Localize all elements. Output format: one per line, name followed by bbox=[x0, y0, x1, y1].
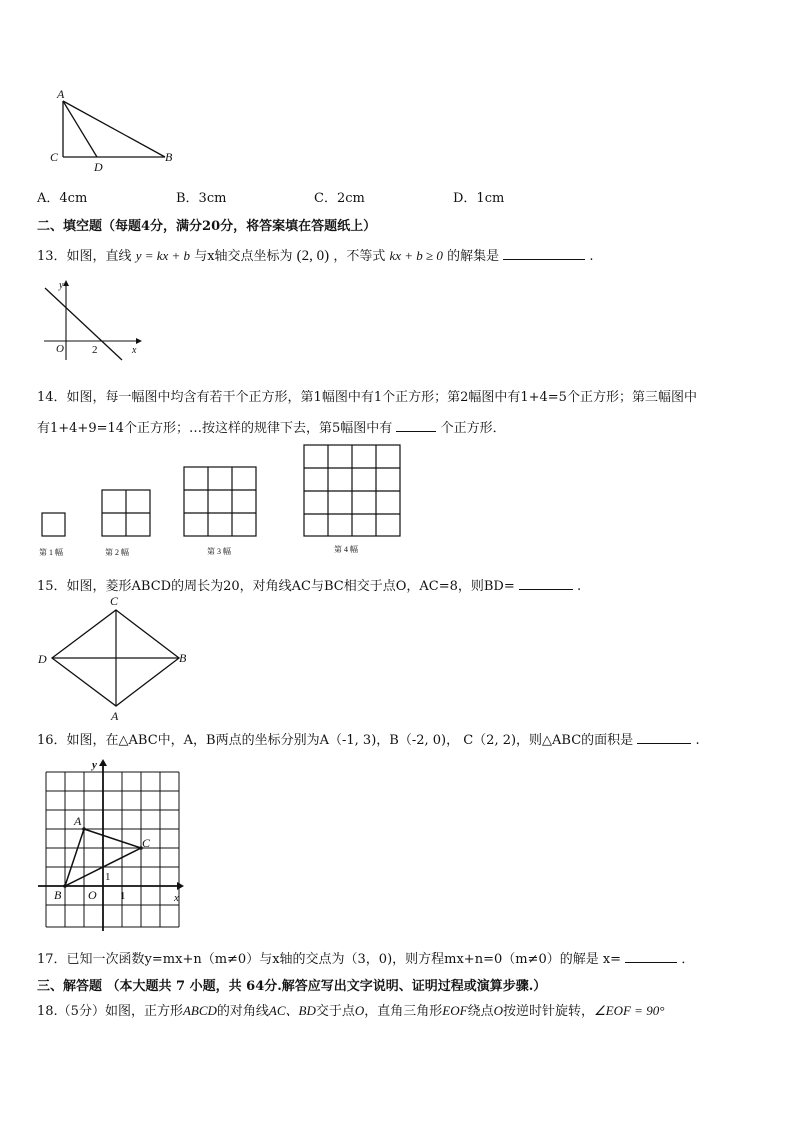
q16-origin: O bbox=[88, 888, 97, 902]
q13-equation: y = kx + b bbox=[135, 248, 191, 263]
q14-line2a: 有1+4+9=14个正方形；…按这样的规律下去，第5幅图中有 bbox=[37, 421, 393, 436]
q16-axis-x: x bbox=[174, 892, 179, 904]
q14-line1: 14．如图，每一幅图中均含有若干个正方形，第1幅图中有1个正方形；第2幅图中有1+4=5个正方形；第三幅图中 bbox=[37, 390, 697, 405]
q13-point: (2, 0) bbox=[296, 248, 330, 264]
section-heading-solutions: 三、解答题 （本大题共 7 小题，共 64分.解答应写出文字说明、证明过程或演算步骤.） bbox=[37, 979, 547, 994]
q15-end: . bbox=[577, 579, 582, 594]
q16-answer-blank[interactable] bbox=[637, 731, 691, 744]
q13-axis-y: y bbox=[59, 280, 64, 291]
q14-answer-blank[interactable] bbox=[396, 419, 436, 432]
q18-b: 的对角线 bbox=[216, 1004, 269, 1019]
q18-a: 18.（5分）如图，正方形 bbox=[37, 1004, 183, 1019]
q18-f: 按逆时针旋转， bbox=[502, 1004, 594, 1019]
q17-answer-blank[interactable] bbox=[625, 950, 677, 963]
q13-suffix: 的解集是 bbox=[447, 249, 500, 264]
q18-c: 交于点 bbox=[315, 1004, 355, 1019]
q16-tick-y1: 1 bbox=[105, 871, 111, 883]
q17-end: ． bbox=[681, 952, 695, 967]
q18-v6: ∠EOF = 90° bbox=[594, 1003, 665, 1018]
q12-option-a: A．4cm bbox=[37, 191, 88, 206]
q16-axis-y: y bbox=[92, 759, 97, 771]
q16-label-b: B bbox=[54, 888, 62, 902]
q13-mid: 与x轴交点坐标为 bbox=[194, 249, 293, 264]
q13-inequality: kx + b ≥ 0 bbox=[389, 248, 443, 263]
q14-caption-4: 第 4 幅 bbox=[334, 545, 358, 554]
q15-answer-blank[interactable] bbox=[519, 577, 573, 590]
q12-option-c: C．2cm bbox=[314, 191, 365, 206]
section-heading-fill-blank: 二、填空题（每题4分，满分20分，将答案填在答题纸上） bbox=[37, 219, 377, 234]
q15-text: 15．如图，菱形ABCD的周长为20，对角线AC与BC相交于点O，AC=8，则BD= bbox=[37, 579, 515, 594]
q12-label-a: A bbox=[57, 87, 65, 101]
q12-option-d: D．1cm bbox=[453, 191, 505, 206]
q18-d: ，直角三角形 bbox=[364, 1004, 443, 1019]
q12-label-d: D bbox=[94, 160, 103, 174]
q18-v1: ABCD bbox=[182, 1003, 217, 1018]
question-14-line2 bbox=[37, 417, 506, 436]
q14-caption-2: 第 2 幅 bbox=[105, 548, 129, 557]
q13-mid2: ，不等式 bbox=[333, 249, 386, 264]
q13-origin: O bbox=[56, 343, 64, 355]
q18-v2: AC、BD bbox=[268, 1003, 316, 1018]
question-17 bbox=[37, 948, 694, 967]
q16-end: . bbox=[695, 733, 700, 748]
q15-rhombus-figure bbox=[36, 592, 196, 724]
q12-label-c: C bbox=[50, 150, 59, 164]
q16-tick-x1: 1 bbox=[120, 890, 126, 902]
q16-text: 16．如图，在△ABC中，A，B两点的坐标分别为A（-1, 3)，B（-2, 0)， C（2, 2)，则△ABC的面积是 bbox=[37, 733, 634, 748]
q13-two: 2 bbox=[92, 344, 98, 356]
q12-triangle-figure bbox=[40, 84, 190, 179]
q15-label-b: B bbox=[179, 651, 187, 665]
q18-v4: EOF bbox=[442, 1003, 468, 1018]
q13-answer-blank[interactable] bbox=[503, 247, 585, 260]
q14-caption-3: 第 3 幅 bbox=[207, 547, 231, 556]
q15-label-d: D bbox=[38, 652, 47, 666]
q13-end: . bbox=[589, 249, 594, 264]
q17-text: 17．已知一次函数y=mx+n（m≠0）与x轴的交点为（3，0)，则方程mx+n=0（m≠0）的解是 x= bbox=[37, 952, 622, 967]
q18-e: 绕点 bbox=[467, 1004, 494, 1019]
q14-square-grids bbox=[36, 442, 416, 562]
q14-line2b: 个正方形． bbox=[440, 421, 506, 436]
q12-label-b: B bbox=[165, 150, 173, 164]
q13-line-graph bbox=[40, 278, 150, 363]
q15-label-a: A bbox=[111, 709, 119, 723]
question-18 bbox=[37, 1000, 664, 1019]
q18-v5: O bbox=[493, 1003, 503, 1018]
q15-label-c: C bbox=[110, 594, 119, 608]
q12-option-b: B．3cm bbox=[176, 191, 227, 206]
q16-label-c: C bbox=[142, 836, 151, 850]
question-16 bbox=[37, 729, 700, 748]
q13-axis-x: x bbox=[132, 345, 137, 356]
question-13 bbox=[37, 245, 594, 265]
q16-coordinate-grid bbox=[36, 756, 186, 934]
q14-caption-1: 第 1 幅 bbox=[39, 548, 63, 557]
q13-prefix: 13．如图，直线 bbox=[37, 249, 132, 264]
q18-v3: O bbox=[354, 1003, 365, 1018]
q16-label-a: A bbox=[74, 814, 82, 828]
